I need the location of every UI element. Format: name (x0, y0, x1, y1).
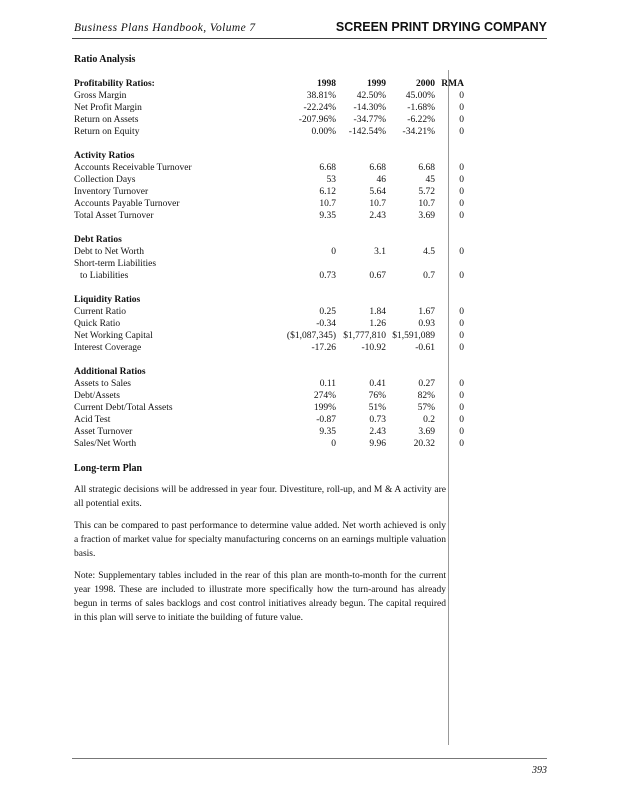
ratio-row (74, 174, 464, 186)
ratio-value: -142.54% (348, 127, 386, 137)
ratio-group-header (74, 150, 446, 162)
ratio-value: -6.22% (407, 115, 435, 125)
ratio-label: Current Ratio (74, 307, 126, 317)
ratio-value: 0 (459, 175, 464, 185)
ratio-value: -34.77% (353, 115, 386, 125)
ratio-value: -0.61 (415, 343, 435, 353)
ratio-value: 1.26 (369, 319, 386, 329)
ratio-row (74, 198, 464, 210)
ratio-label: Collection Days (74, 175, 136, 185)
ratio-table (74, 78, 464, 450)
ratio-value: 0.93 (418, 319, 435, 329)
ratio-value: -1.68% (407, 103, 435, 113)
ratio-value: 9.35 (319, 211, 336, 221)
ratio-label: Net Profit Margin (74, 103, 142, 113)
ratio-value: 0 (331, 439, 336, 449)
ratio-value: 0 (459, 343, 464, 353)
page-content (74, 54, 464, 633)
ratio-row (74, 186, 464, 198)
ratio-group-title: Additional Ratios (74, 367, 146, 377)
ratio-value: 0.73 (319, 271, 336, 281)
long-term-paragraph: All strategic decisions will be addressed in year four. Divestiture, roll-up, and M & A activity are all potential exits. (74, 485, 446, 509)
ratio-row (74, 210, 464, 222)
ratio-group-title: Liquidity Ratios (74, 295, 141, 305)
ratio-row (74, 426, 464, 438)
ratio-value: 0 (459, 331, 464, 341)
long-term-paragraph: Note: Supplementary tables included in the rear of this plan are month-to-month for the current year 1998. These are included to illustrate more specifically how the turn-around has already begun in terms of sales backlogs and cost control initiatives already begun. The capital required in this plan will serve to initiate the building of future value. (74, 571, 446, 623)
ratio-row (74, 270, 464, 282)
ratio-value: 0 (459, 415, 464, 425)
ratio-row (74, 330, 464, 342)
column-header: 2000 (416, 79, 435, 89)
ratio-value: 0 (459, 91, 464, 101)
ratio-value: 0.41 (369, 379, 386, 389)
column-header: RMA (441, 79, 464, 89)
ratio-value: 10.7 (418, 199, 435, 209)
ratio-value: 42.50% (356, 91, 386, 101)
ratio-value: 0 (459, 427, 464, 437)
ratio-label: to Liabilities (80, 271, 129, 281)
ratio-value: 3.69 (418, 427, 435, 437)
footer-divider (72, 758, 547, 759)
ratio-value: 0.27 (418, 379, 435, 389)
ratio-value: 0 (459, 271, 464, 281)
ratio-row (74, 162, 464, 174)
ratio-value: -10.92 (361, 343, 386, 353)
ratio-value: 9.35 (319, 427, 336, 437)
long-term-paragraph: This can be compared to past performance to determine value added. Net worth achieved is only a fraction of market value for specialty manufacturing concerns on an earnings multiple valuation basis. (74, 521, 446, 559)
ratio-value: 9.96 (369, 439, 386, 449)
ratio-value: 0.25 (319, 307, 336, 317)
ratio-label: Inventory Turnover (74, 187, 149, 197)
ratio-label: Sales/Net Worth (74, 439, 137, 449)
ratio-row (74, 342, 464, 354)
ratio-value: 53 (326, 175, 336, 185)
ratio-value: 0 (459, 199, 464, 209)
ratio-value: -0.34 (316, 319, 336, 329)
ratio-label: Assets to Sales (74, 379, 131, 389)
ratio-value: -14.30% (353, 103, 386, 113)
ratio-value: 51% (368, 403, 386, 413)
ratio-value: 0 (459, 115, 464, 125)
column-header: 1999 (367, 79, 386, 89)
ratio-value: 0.73 (369, 415, 386, 425)
ratio-row (74, 390, 464, 402)
ratio-label: Current Debt/Total Assets (74, 403, 173, 413)
ratio-value: 0.00% (311, 127, 336, 137)
ratio-label: Net Working Capital (74, 331, 153, 341)
ratio-value: 45 (425, 175, 435, 185)
ratio-value: 6.68 (319, 163, 336, 173)
ratio-value: 57% (417, 403, 435, 413)
ratio-value: 1.67 (418, 307, 435, 317)
ratio-value: 0 (459, 403, 464, 413)
ratio-value: 1.84 (369, 307, 386, 317)
ratio-value: 76% (368, 391, 386, 401)
ratio-label: Total Asset Turnover (74, 211, 154, 221)
ratio-group-header (74, 234, 446, 246)
ratio-row (74, 126, 464, 138)
ratio-value: 2.43 (369, 427, 386, 437)
ratio-row (74, 318, 464, 330)
ratio-value: 0 (331, 247, 336, 257)
ratio-label: Interest Coverage (74, 343, 142, 353)
ratio-row (74, 102, 464, 114)
ratio-label: Accounts Receivable Turnover (74, 163, 192, 173)
ratio-value: 199% (313, 403, 336, 413)
ratio-value: 38.81% (306, 91, 336, 101)
ratio-value: 0 (459, 187, 464, 197)
ratio-value: 0 (459, 103, 464, 113)
ratio-value: 5.72 (418, 187, 435, 197)
ratio-value: 0 (459, 319, 464, 329)
ratio-value: ($1,087,345) (286, 331, 336, 341)
ratio-value: 0.67 (369, 271, 386, 281)
ratio-label: Asset Turnover (74, 427, 133, 437)
ratio-group (74, 150, 464, 222)
ratio-value: 2.43 (369, 211, 386, 221)
ratio-value: 6.12 (319, 187, 336, 197)
ratio-value: $1,591,089 (392, 331, 435, 341)
ratio-value: 0.11 (319, 379, 336, 389)
ratio-value: -207.96% (298, 115, 336, 125)
ratio-value: -22.24% (303, 103, 336, 113)
ratio-label: Acid Test (74, 415, 111, 425)
ratio-value: 10.7 (369, 199, 386, 209)
ratio-group (74, 78, 464, 138)
long-term-plan-title: Long-term Plan (74, 463, 143, 474)
ratio-value: -34.21% (402, 127, 435, 137)
ratio-group (74, 366, 464, 450)
ratio-row (74, 246, 464, 258)
ratio-value: 46 (376, 175, 386, 185)
ratio-label: Debt/Assets (74, 391, 120, 401)
ratio-value: 3.69 (418, 211, 435, 221)
ratio-label: Gross Margin (74, 91, 127, 101)
ratio-label: Debt to Net Worth (74, 247, 145, 257)
ratio-group (74, 234, 464, 282)
ratio-group-title: Activity Ratios (74, 151, 135, 161)
ratio-row (74, 438, 464, 450)
ratio-value: 0.2 (423, 415, 435, 425)
ratio-group-header (74, 366, 446, 378)
ratio-value: $1,777,810 (343, 331, 386, 341)
ratio-row (74, 378, 464, 390)
ratio-group-header (74, 294, 446, 306)
ratio-label: Quick Ratio (74, 319, 121, 329)
ratio-group (74, 294, 464, 354)
ratio-value: 20.32 (413, 439, 435, 449)
ratio-value: 82% (417, 391, 435, 401)
ratio-value: 0 (459, 307, 464, 317)
ratio-value: 3.1 (374, 247, 386, 257)
ratio-row (74, 114, 464, 126)
ratio-value: 274% (313, 391, 336, 401)
ratio-value: -0.87 (316, 415, 336, 425)
ratio-row (74, 414, 464, 426)
ratio-label: Short-term Liabilities (74, 259, 157, 269)
running-header-title: Business Plans Handbook, Volume 7 (74, 22, 256, 34)
ratio-label: Return on Assets (74, 115, 139, 125)
section-title: Ratio Analysis (74, 54, 136, 65)
ratio-value: -17.26 (311, 343, 336, 353)
running-header-company: SCREEN PRINT DRYING COMPANY (335, 20, 547, 34)
ratio-value: 0 (459, 247, 464, 257)
ratio-value: 6.68 (369, 163, 386, 173)
ratio-value: 45.00% (405, 91, 435, 101)
ratio-value: 0 (459, 391, 464, 401)
ratio-group-header (74, 78, 464, 90)
ratio-value: 6.68 (418, 163, 435, 173)
ratio-value: 10.7 (319, 199, 336, 209)
ratio-row (74, 306, 464, 318)
ratio-value: 4.5 (423, 247, 435, 257)
ratio-value: 0.7 (423, 271, 435, 281)
ratio-value: 5.64 (369, 187, 386, 197)
margin-divider (448, 70, 449, 745)
page-number: 393 (532, 765, 547, 776)
ratio-label: Accounts Payable Turnover (74, 199, 180, 209)
ratio-row (74, 90, 464, 102)
ratio-label: Return on Equity (74, 127, 140, 137)
ratio-row (74, 402, 464, 414)
ratio-group-title: Profitability Ratios: (74, 79, 155, 89)
ratio-value: 0 (459, 163, 464, 173)
ratio-value: 0 (459, 211, 464, 221)
ratio-row (74, 258, 446, 270)
column-header: 1998 (317, 79, 336, 89)
ratio-group-title: Debt Ratios (74, 235, 122, 245)
header-divider (72, 38, 547, 39)
ratio-value: 0 (459, 439, 464, 449)
ratio-value: 0 (459, 379, 464, 389)
ratio-value: 0 (459, 127, 464, 137)
